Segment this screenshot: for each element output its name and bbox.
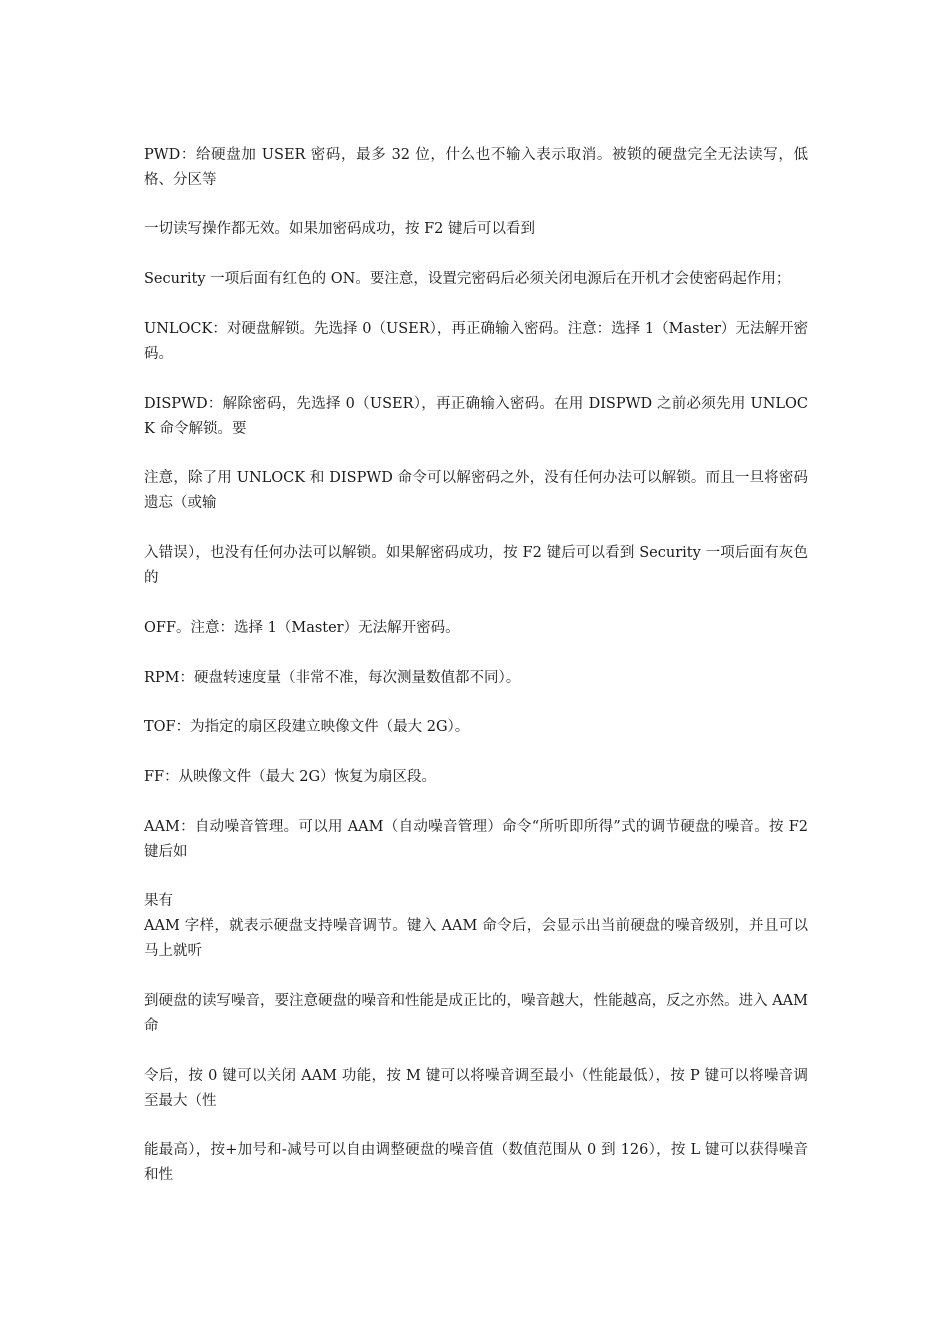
- paragraph-dispwd: DISPWD：解除密码，先选择 0（USER），再正确输入密码。在用 DISPWD 之前必须先用 UNLOCK 命令解锁。要: [144, 396, 808, 437]
- paragraph-security-on: Security 一项后面有红色的 ON。要注意，设置完密码后必须关闭电源后在开机才会使密码起作用；: [144, 271, 791, 287]
- paragraph-aam-keys: 令后，按 0 键可以关闭 AAM 功能，按 M 键可以将噪音调至最小（性能最低），按 P 键可以将噪音调至最大（性: [144, 1068, 808, 1109]
- paragraph-ff: FF：从映像文件（最大 2G）恢复为扇区段。: [144, 769, 437, 785]
- paragraph-tof: TOF：为指定的扇区段建立映像文件（最大 2G）。: [144, 719, 470, 735]
- paragraph-unlock: UNLOCK：对硬盘解锁。先选择 0（USER），再正确输入密码。注意：选择 1（Master）无法解开密码。: [144, 321, 808, 362]
- paragraph-aam: AAM：自动噪音管理。可以用 AAM（自动噪音管理）命令“所听即所得”式的调节硬盘的噪音。按 F2 键后如: [144, 819, 809, 860]
- paragraph-aam-support: AAM 字样，就表示硬盘支持噪音调节。键入 AAM 命令后，会显示出当前硬盘的噪音级别，并且可以马上就听: [144, 918, 808, 959]
- paragraph-pwd: PWD：给硬盘加 USER 密码，最多 32 位，什么也不输入表示取消。被锁的硬盘完全无法读写，低格、分区等: [144, 147, 808, 188]
- paragraph-dispwd-result: 入错误），也没有任何办法可以解锁。如果解密码成功，按 F2 键后可以看到 Security 一项后面有灰色的: [144, 545, 808, 586]
- paragraph-rpm: RPM：硬盘转速度量（非常不准，每次测量数值都不同）。: [144, 670, 521, 686]
- paragraph-dispwd-note: 注意，除了用 UNLOCK 和 DISPWD 命令可以解密码之外，没有任何办法可以解锁。而且一旦将密码遗忘（或输: [144, 470, 808, 511]
- paragraph-off: OFF。注意：选择 1（Master）无法解开密码。: [144, 620, 460, 636]
- paragraph-aam-noise: 到硬盘的读写噪音，要注意硬盘的噪音和性能是成正比的，噪音越大，性能越高，反之亦然。进入 AAM 命: [144, 993, 808, 1034]
- paragraph-aam-range: 能最高），按+加号和-减号可以自由调整硬盘的噪音值（数值范围从 0 到 126），按 L 键可以获得噪音和性: [144, 1142, 808, 1183]
- paragraph-aam-if: 果有: [144, 893, 173, 909]
- paragraph-pwd-continued: 一切读写操作都无效。如果加密码成功，按 F2 键后可以看到: [144, 221, 536, 237]
